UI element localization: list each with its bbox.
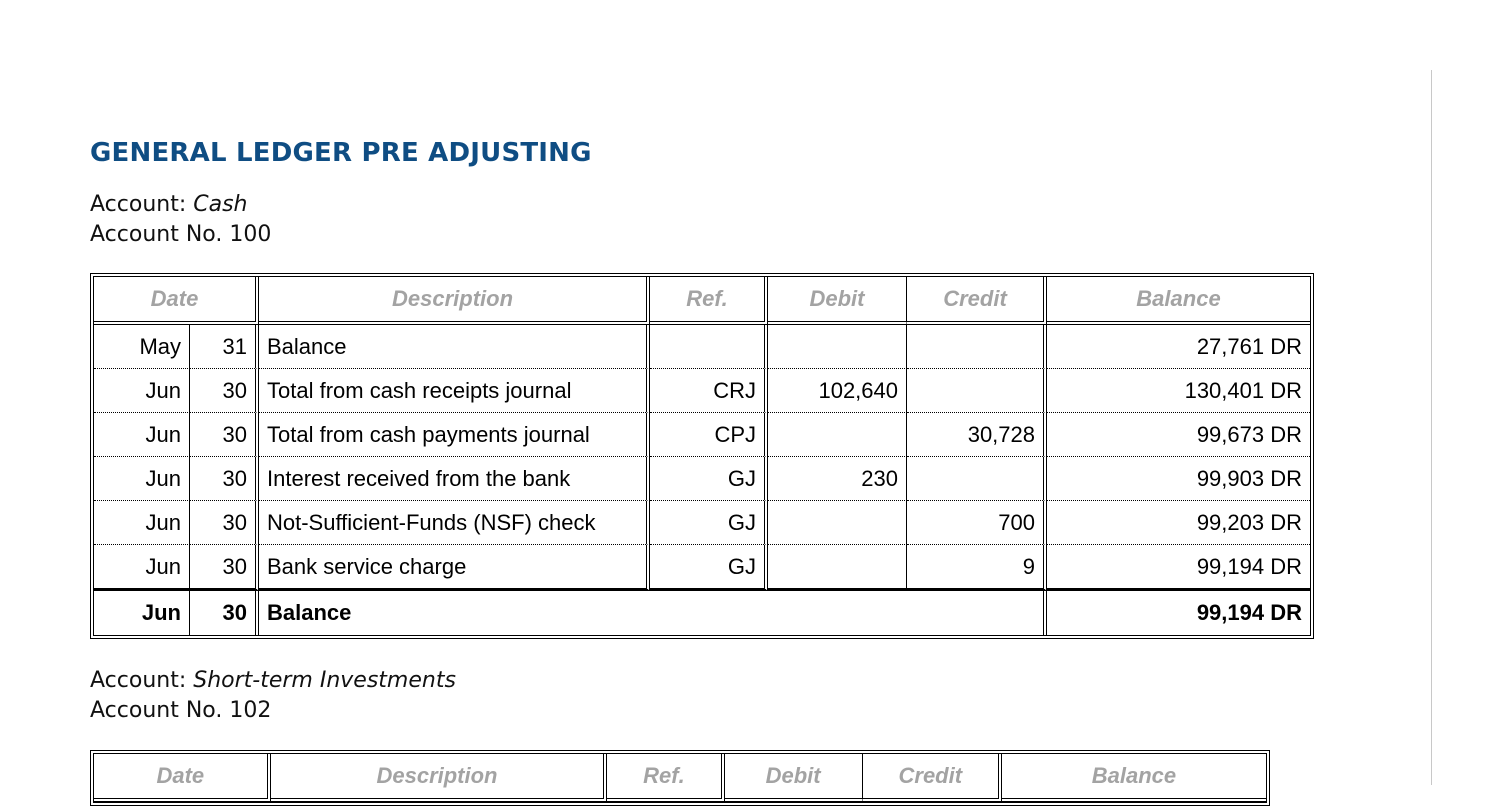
ledger-header-row: [94, 754, 1266, 802]
row-ref: CRJ: [650, 369, 768, 413]
row-month: May: [94, 325, 190, 369]
header-description: Description: [271, 754, 608, 802]
account-number-line: [90, 696, 456, 726]
header-date: Date: [94, 754, 271, 802]
row-description: Total from cash payments journal: [259, 413, 650, 457]
row-day: 30: [190, 501, 259, 545]
row-balance: 99,194 DR: [1047, 545, 1310, 591]
row-balance: 99,203 DR: [1047, 501, 1310, 545]
row-ref: [650, 325, 768, 369]
row-ref: GJ: [650, 501, 768, 545]
row-debit: 102,640: [768, 369, 907, 413]
account-header-cash: [90, 190, 271, 250]
ledger-table-cash: [90, 273, 1314, 639]
row-credit: 9: [907, 545, 1047, 591]
row-debit: [768, 545, 907, 591]
row-debit: 230: [768, 457, 907, 501]
ledger-header-row: [94, 277, 1310, 325]
account-no-label: Account No.: [90, 222, 230, 247]
account-name: Short-term Investments: [193, 668, 456, 693]
row-description: Interest received from the bank: [259, 457, 650, 501]
row-month: Jun: [94, 369, 190, 413]
header-ref: Ref.: [607, 754, 724, 802]
row-balance: 27,761 DR: [1047, 325, 1310, 369]
account-number: 102: [229, 698, 272, 723]
row-debit: [768, 501, 907, 545]
row-day: 30: [190, 413, 259, 457]
header-debit: Debit: [725, 754, 863, 802]
row-credit: [907, 369, 1047, 413]
ledger-row: [94, 545, 1310, 591]
account-name: Cash: [193, 192, 248, 217]
row-day: 30: [190, 457, 259, 501]
ledger-table-short-term-investments: [90, 750, 1270, 806]
header-date: Date: [94, 277, 259, 325]
ledger-row: [94, 369, 1310, 413]
header-balance: Balance: [1047, 277, 1310, 325]
closing-month: Jun: [94, 591, 190, 635]
closing-balance-row: [94, 591, 1310, 635]
row-description: Balance: [259, 325, 650, 369]
account-name-line: [90, 190, 271, 220]
ledger-row: [94, 501, 1310, 545]
account-name-line: [90, 666, 456, 696]
ledger-row: [94, 325, 1310, 369]
row-debit: [768, 413, 907, 457]
account-label: Account:: [90, 192, 194, 217]
row-day: 30: [190, 369, 259, 413]
account-header-short-term-investments: [90, 666, 456, 726]
row-day: 30: [190, 545, 259, 591]
row-description: Total from cash receipts journal: [259, 369, 650, 413]
row-month: Jun: [94, 457, 190, 501]
closing-day: 30: [190, 591, 259, 635]
header-debit: Debit: [768, 277, 907, 325]
row-ref: GJ: [650, 545, 768, 591]
ledger-row: [94, 413, 1310, 457]
row-month: Jun: [94, 501, 190, 545]
row-debit: [768, 325, 907, 369]
ledger-row: [94, 457, 1310, 501]
row-month: Jun: [94, 413, 190, 457]
row-ref: GJ: [650, 457, 768, 501]
row-credit: 700: [907, 501, 1047, 545]
page-title: GENERAL LEDGER PRE ADJUSTING: [90, 138, 592, 168]
row-credit: [907, 325, 1047, 369]
row-balance: 99,903 DR: [1047, 457, 1310, 501]
page-edge-divider: [1431, 70, 1432, 785]
row-credit: 30,728: [907, 413, 1047, 457]
account-no-label: Account No.: [90, 698, 230, 723]
row-description: Not-Sufficient-Funds (NSF) check: [259, 501, 650, 545]
row-balance: 99,673 DR: [1047, 413, 1310, 457]
closing-description: Balance: [259, 591, 1047, 635]
header-balance: Balance: [1002, 754, 1266, 802]
row-balance: 130,401 DR: [1047, 369, 1310, 413]
account-label: Account:: [90, 668, 194, 693]
header-credit: Credit: [907, 277, 1047, 325]
header-ref: Ref.: [650, 277, 768, 325]
row-ref: CPJ: [650, 413, 768, 457]
closing-balance: 99,194 DR: [1196, 600, 1302, 625]
account-number: 100: [229, 222, 272, 247]
header-credit: Credit: [863, 754, 1002, 802]
header-description: Description: [259, 277, 650, 325]
row-day: 31: [190, 325, 259, 369]
row-description: Bank service charge: [259, 545, 650, 591]
row-month: Jun: [94, 545, 190, 591]
account-number-line: [90, 220, 271, 250]
row-credit: [907, 457, 1047, 501]
